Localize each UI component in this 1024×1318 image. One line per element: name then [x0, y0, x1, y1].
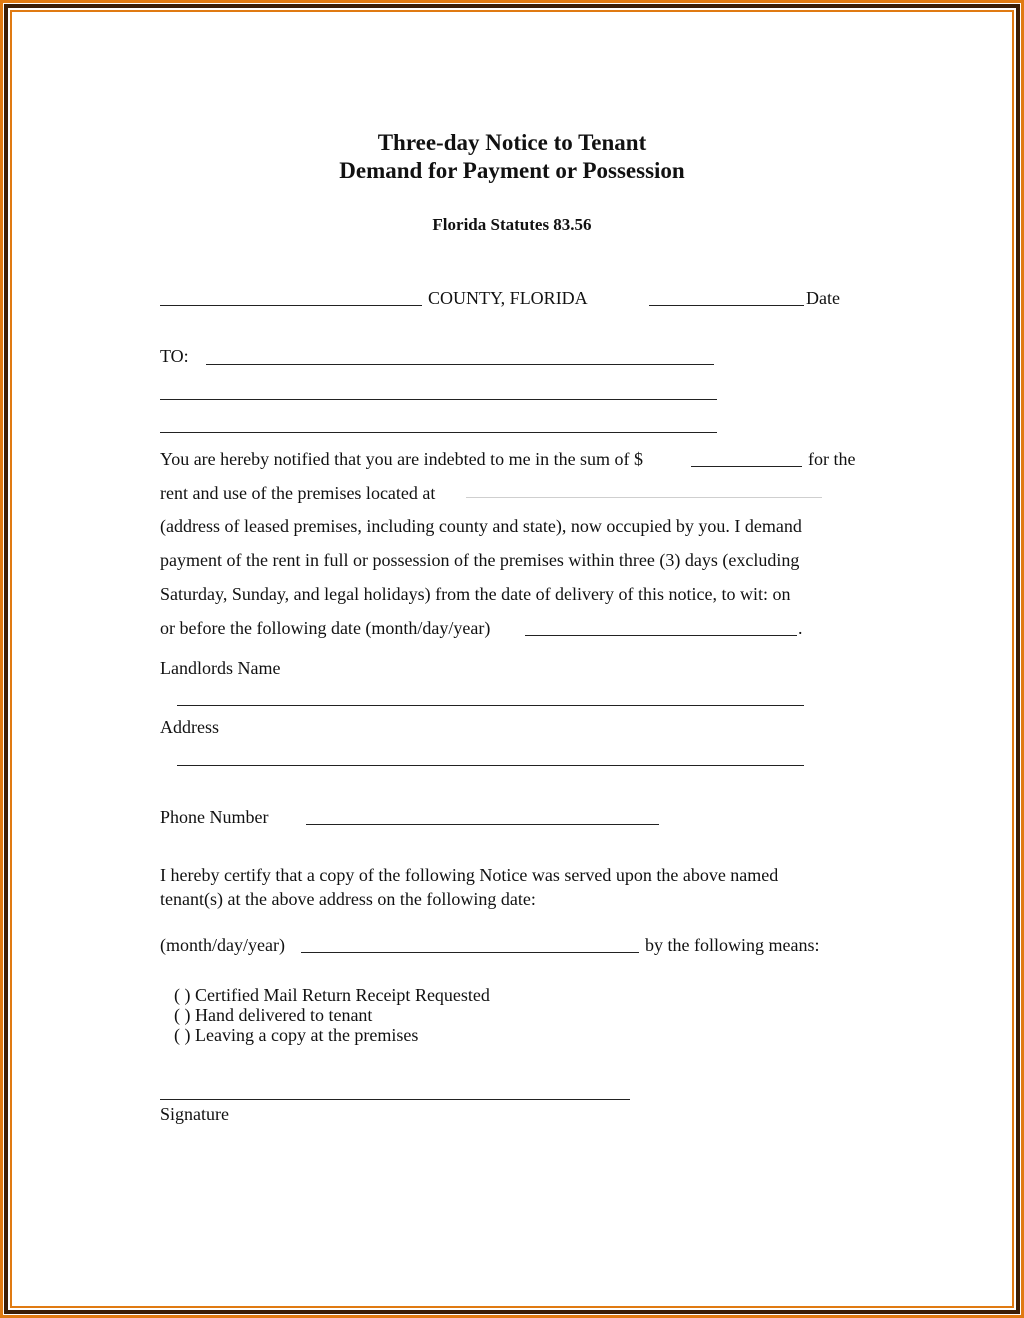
signature-field[interactable] — [160, 1099, 630, 1100]
para-line6: or before the following date (month/day/year) — [160, 618, 491, 638]
to-field-line3[interactable] — [160, 432, 717, 433]
option-label: Certified Mail Return Receipt Requested — [195, 985, 490, 1005]
form-title-line1: Three-day Notice to Tenant — [377, 130, 647, 155]
service-date-label: (month/day/year) — [160, 935, 285, 955]
phone-field[interactable] — [306, 824, 659, 825]
option-leaving-copy[interactable] — [174, 1026, 418, 1044]
certify-line2: tenant(s) at the above address on the following date: — [160, 889, 536, 909]
para-line1: You are hereby notified that you are indebted to me in the sum of $ — [160, 449, 644, 469]
para-line3: (address of leased premises, including county and state), now occupied by you. I demand — [160, 516, 802, 536]
date-field[interactable] — [649, 305, 804, 306]
option-label: Hand delivered to tenant — [195, 1005, 373, 1025]
certify-line1: I hereby certify that a copy of the following Notice was served upon the above named — [160, 865, 779, 885]
to-field-line1[interactable] — [206, 364, 714, 365]
statute-reference: Florida Statutes 83.56 — [432, 215, 592, 234]
para-line2: rent and use of the premises located at — [160, 483, 436, 503]
to-label: TO: — [160, 346, 189, 366]
landlord-name-field[interactable] — [177, 705, 804, 706]
option-checkbox[interactable]: ( ) — [174, 1025, 191, 1045]
option-checkbox[interactable]: ( ) — [174, 985, 191, 1005]
county-field[interactable] — [160, 305, 422, 306]
option-label: Leaving a copy at the premises — [195, 1025, 419, 1045]
amount-field[interactable] — [691, 466, 802, 467]
signature-label: Signature — [160, 1104, 229, 1124]
para-line5: Saturday, Sunday, and legal holidays) from the date of delivery of this notice, to wit: on — [160, 584, 791, 604]
address-label: Address — [160, 717, 219, 737]
to-field-line2[interactable] — [160, 399, 717, 400]
date-label: Date — [806, 288, 840, 308]
para-line4: payment of the rent in full or possession of the premises within three (3) days (excluding — [160, 550, 800, 570]
county-label: COUNTY, FLORIDA — [428, 288, 588, 308]
premises-address-field[interactable] — [466, 497, 822, 498]
option-certified-mail[interactable] — [174, 986, 490, 1004]
option-hand-delivered[interactable] — [174, 1006, 372, 1024]
service-date-field[interactable] — [301, 952, 639, 953]
form-title-line2: Demand for Payment or Possession — [339, 158, 685, 183]
landlord-address-field[interactable] — [177, 765, 804, 766]
phone-label: Phone Number — [160, 807, 269, 827]
para-line1-end: for the — [808, 449, 856, 469]
landlord-name-label: Landlords Name — [160, 658, 281, 678]
option-checkbox[interactable]: ( ) — [174, 1005, 191, 1025]
means-label: by the following means: — [645, 935, 820, 955]
deadline-date-field[interactable] — [525, 635, 797, 636]
para-line6-end: . — [798, 618, 803, 638]
